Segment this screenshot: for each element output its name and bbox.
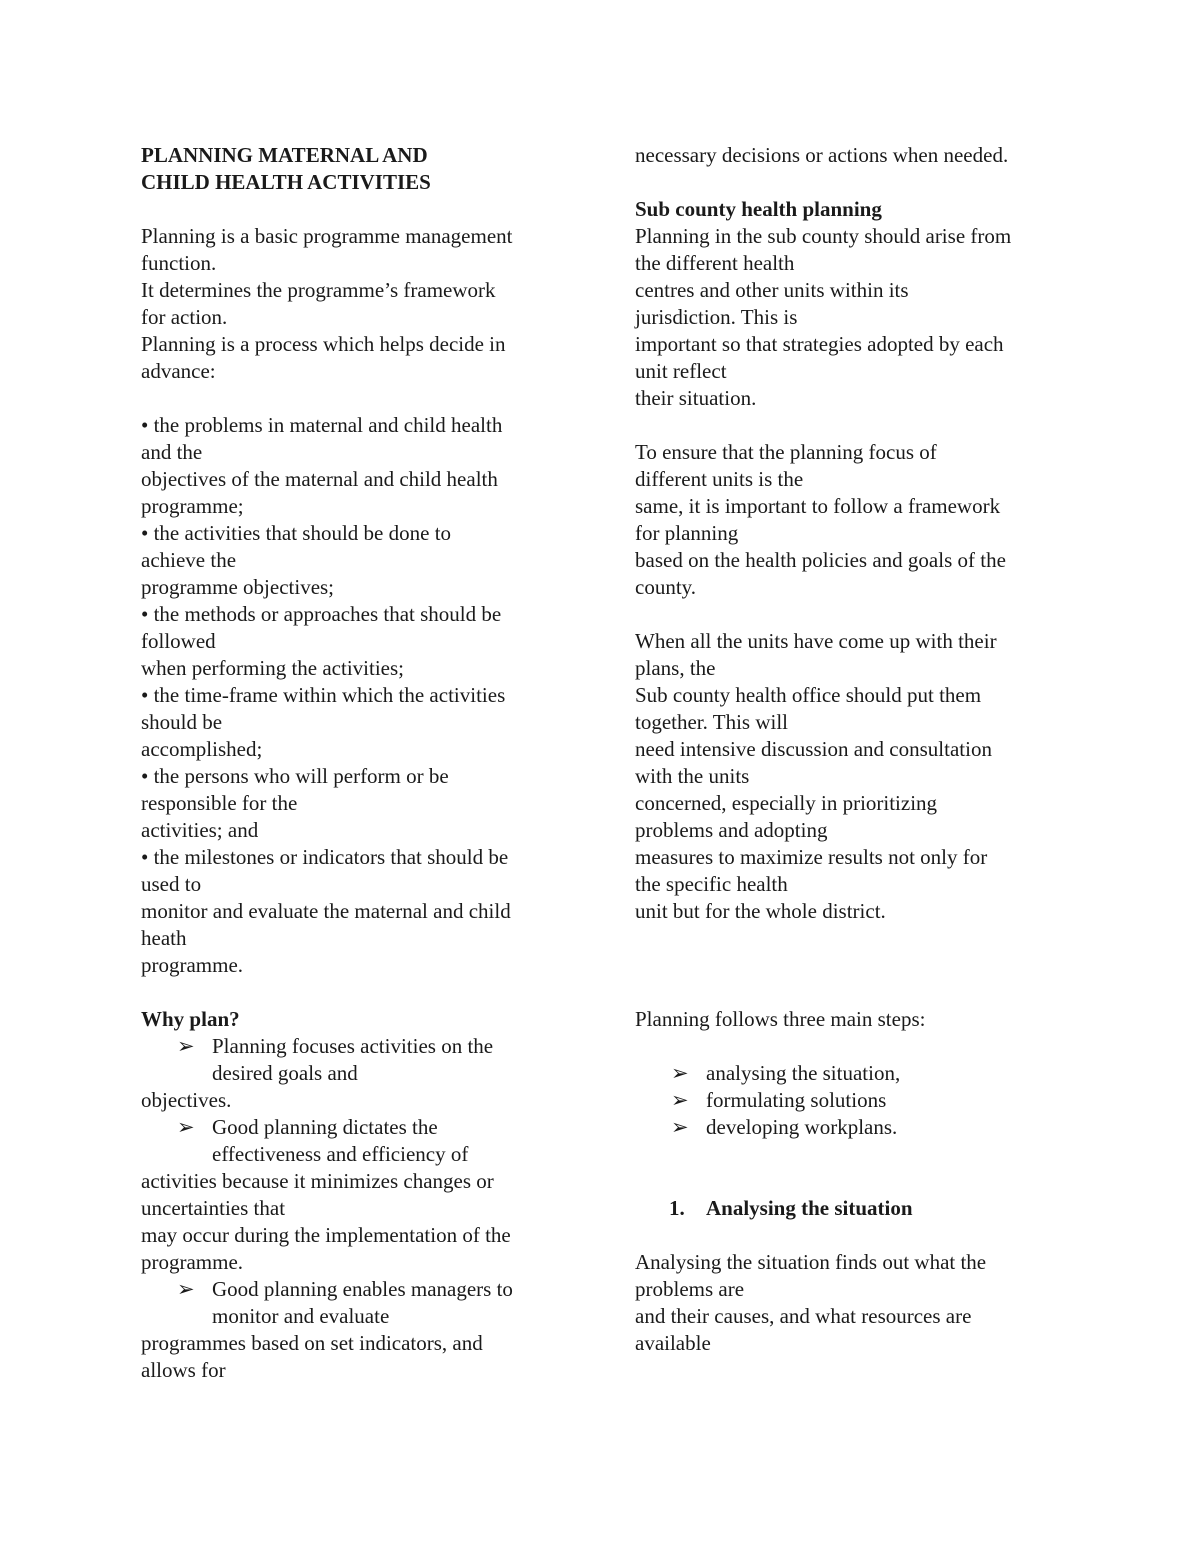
arrow-bullet-icon: ➢ (177, 1034, 195, 1058)
list-item-text: monitor and evaluate (212, 1304, 390, 1328)
text-line: jurisdiction. This is (635, 305, 798, 329)
text-line: objectives of the maternal and child health (141, 467, 498, 491)
left-column (141, 142, 581, 1384)
spacer (635, 169, 1075, 196)
text-line: when performing the activities; (141, 656, 405, 680)
sub-county-paragraph-2 (635, 439, 1075, 601)
section-title: Analysing the situation (706, 1196, 913, 1220)
text-line: measures to maximize results not only for (635, 845, 988, 869)
text-line: uncertainties that (141, 1196, 286, 1220)
text-line: plans, the (635, 656, 716, 680)
text-line: • the problems in maternal and child health (141, 413, 503, 437)
right-column (635, 142, 1075, 1357)
text-line: important so that strategies adopted by each (635, 332, 1004, 356)
text-line: • the time-frame within which the activities (141, 683, 506, 707)
list-item (141, 1114, 581, 1141)
spacer (141, 196, 581, 223)
text-line: their situation. (635, 386, 757, 410)
text-line: programmes based on set indicators, and (141, 1331, 483, 1355)
arrow-bullet-icon: ➢ (177, 1277, 195, 1301)
text-line: need intensive discussion and consultation (635, 737, 992, 761)
text-line: the different health (635, 251, 795, 275)
why-plan-heading: Why plan? (141, 1007, 240, 1031)
list-item-text: analysing the situation, (706, 1061, 901, 1085)
text-line: programme. (141, 1250, 244, 1274)
text-line: function. (141, 251, 217, 275)
text-line: together. This will (635, 710, 789, 734)
list-item-text: Good planning enables managers to (212, 1277, 513, 1301)
spacer (635, 925, 1075, 952)
text-line: with the units (635, 764, 750, 788)
text-line: responsible for the (141, 791, 298, 815)
spacer (141, 385, 581, 412)
text-line: To ensure that the planning focus of (635, 440, 937, 464)
text-line: for planning (635, 521, 739, 545)
text-line: the specific health (635, 872, 788, 896)
document-title-line-2: CHILD HEALTH ACTIVITIES (141, 170, 431, 194)
arrow-bullet-icon: ➢ (671, 1088, 689, 1112)
why-plan-list (141, 1033, 581, 1384)
arrow-bullet-icon: ➢ (177, 1115, 195, 1139)
text-line: based on the health policies and goals of the (635, 548, 1006, 572)
list-item-text: desired goals and (212, 1061, 358, 1085)
spacer (635, 1033, 1075, 1060)
text-line: same, it is important to follow a framework (635, 494, 1001, 518)
spacer (635, 1222, 1075, 1249)
text-line: Planning in the sub county should arise from (635, 224, 1012, 248)
list-item-text: Good planning dictates the (212, 1115, 438, 1139)
text-line: heath (141, 926, 187, 950)
text-line: • the milestones or indicators that should be (141, 845, 509, 869)
steps-list (635, 1060, 1075, 1141)
text-line: concerned, especially in prioritizing (635, 791, 938, 815)
text-line: for action. (141, 305, 228, 329)
list-item (141, 1276, 581, 1303)
list-item (141, 1033, 581, 1060)
text-line: may occur during the implementation of the (141, 1223, 511, 1247)
text-line: Sub county health office should put them (635, 683, 982, 707)
text-line: activities because it minimizes changes or (141, 1169, 494, 1193)
arrow-bullet-icon: ➢ (671, 1115, 689, 1139)
text-line: and the (141, 440, 203, 464)
text-line: advance: (141, 359, 216, 383)
text-line: Analysing the situation finds out what the (635, 1250, 987, 1274)
text-line: • the activities that should be done to (141, 521, 452, 545)
list-item-text: formulating solutions (706, 1088, 887, 1112)
text-line: Planning is a basic programme management (141, 224, 513, 248)
text-line: • the persons who will perform or be (141, 764, 449, 788)
arrow-bullet-icon: ➢ (671, 1061, 689, 1085)
text-line: Planning is a process which helps decide in (141, 332, 506, 356)
text-line: county. (635, 575, 697, 599)
section-number: 1. (669, 1196, 685, 1220)
spacer (635, 1141, 1075, 1168)
text-line: available (635, 1331, 711, 1355)
text-line: programme; (141, 494, 244, 518)
list-item (635, 1087, 1075, 1114)
planning-bullet-list (141, 412, 581, 979)
spacer (635, 601, 1075, 628)
document-title-line-1: PLANNING MATERNAL AND (141, 143, 428, 167)
text-line: unit but for the whole district. (635, 899, 886, 923)
text-line: followed (141, 629, 216, 653)
text-line: monitor and evaluate the maternal and child (141, 899, 511, 923)
text-line: problems and adopting (635, 818, 828, 842)
sub-county-heading: Sub county health planning (635, 197, 882, 221)
text-line: and their causes, and what resources are (635, 1304, 972, 1328)
text-line: problems are (635, 1277, 745, 1301)
text-line: unit reflect (635, 359, 727, 383)
text-line: programme objectives; (141, 575, 335, 599)
text-line: activities; and (141, 818, 259, 842)
list-item (635, 1060, 1075, 1087)
sub-county-paragraph-1 (635, 223, 1075, 412)
spacer (635, 952, 1075, 979)
text-line: allows for (141, 1358, 226, 1382)
text-line: necessary decisions or actions when needed. (635, 143, 1009, 167)
text-line: different units is the (635, 467, 804, 491)
text-line: objectives. (141, 1088, 232, 1112)
text-line: When all the units have come up with their (635, 629, 997, 653)
text-line: used to (141, 872, 202, 896)
text-line: should be (141, 710, 223, 734)
spacer (635, 1168, 1075, 1195)
sub-county-paragraph-3 (635, 628, 1075, 925)
list-item (635, 1114, 1075, 1141)
section-1-heading (635, 1195, 1075, 1222)
list-item-text: developing workplans. (706, 1115, 898, 1139)
section-1-paragraph (635, 1249, 1075, 1357)
text-line: achieve the (141, 548, 237, 572)
spacer (635, 979, 1075, 1006)
text-line: programme. (141, 953, 244, 977)
text-line: accomplished; (141, 737, 263, 761)
intro-paragraph (141, 223, 581, 385)
spacer (141, 979, 581, 1006)
text-line: centres and other units within its (635, 278, 909, 302)
list-item-text: Planning focuses activities on the (212, 1034, 494, 1058)
steps-intro: Planning follows three main steps: (635, 1007, 926, 1031)
text-line: • the methods or approaches that should be (141, 602, 502, 626)
list-item-text: effectiveness and efficiency of (212, 1142, 469, 1166)
text-line: It determines the programme’s framework (141, 278, 496, 302)
spacer (635, 412, 1075, 439)
